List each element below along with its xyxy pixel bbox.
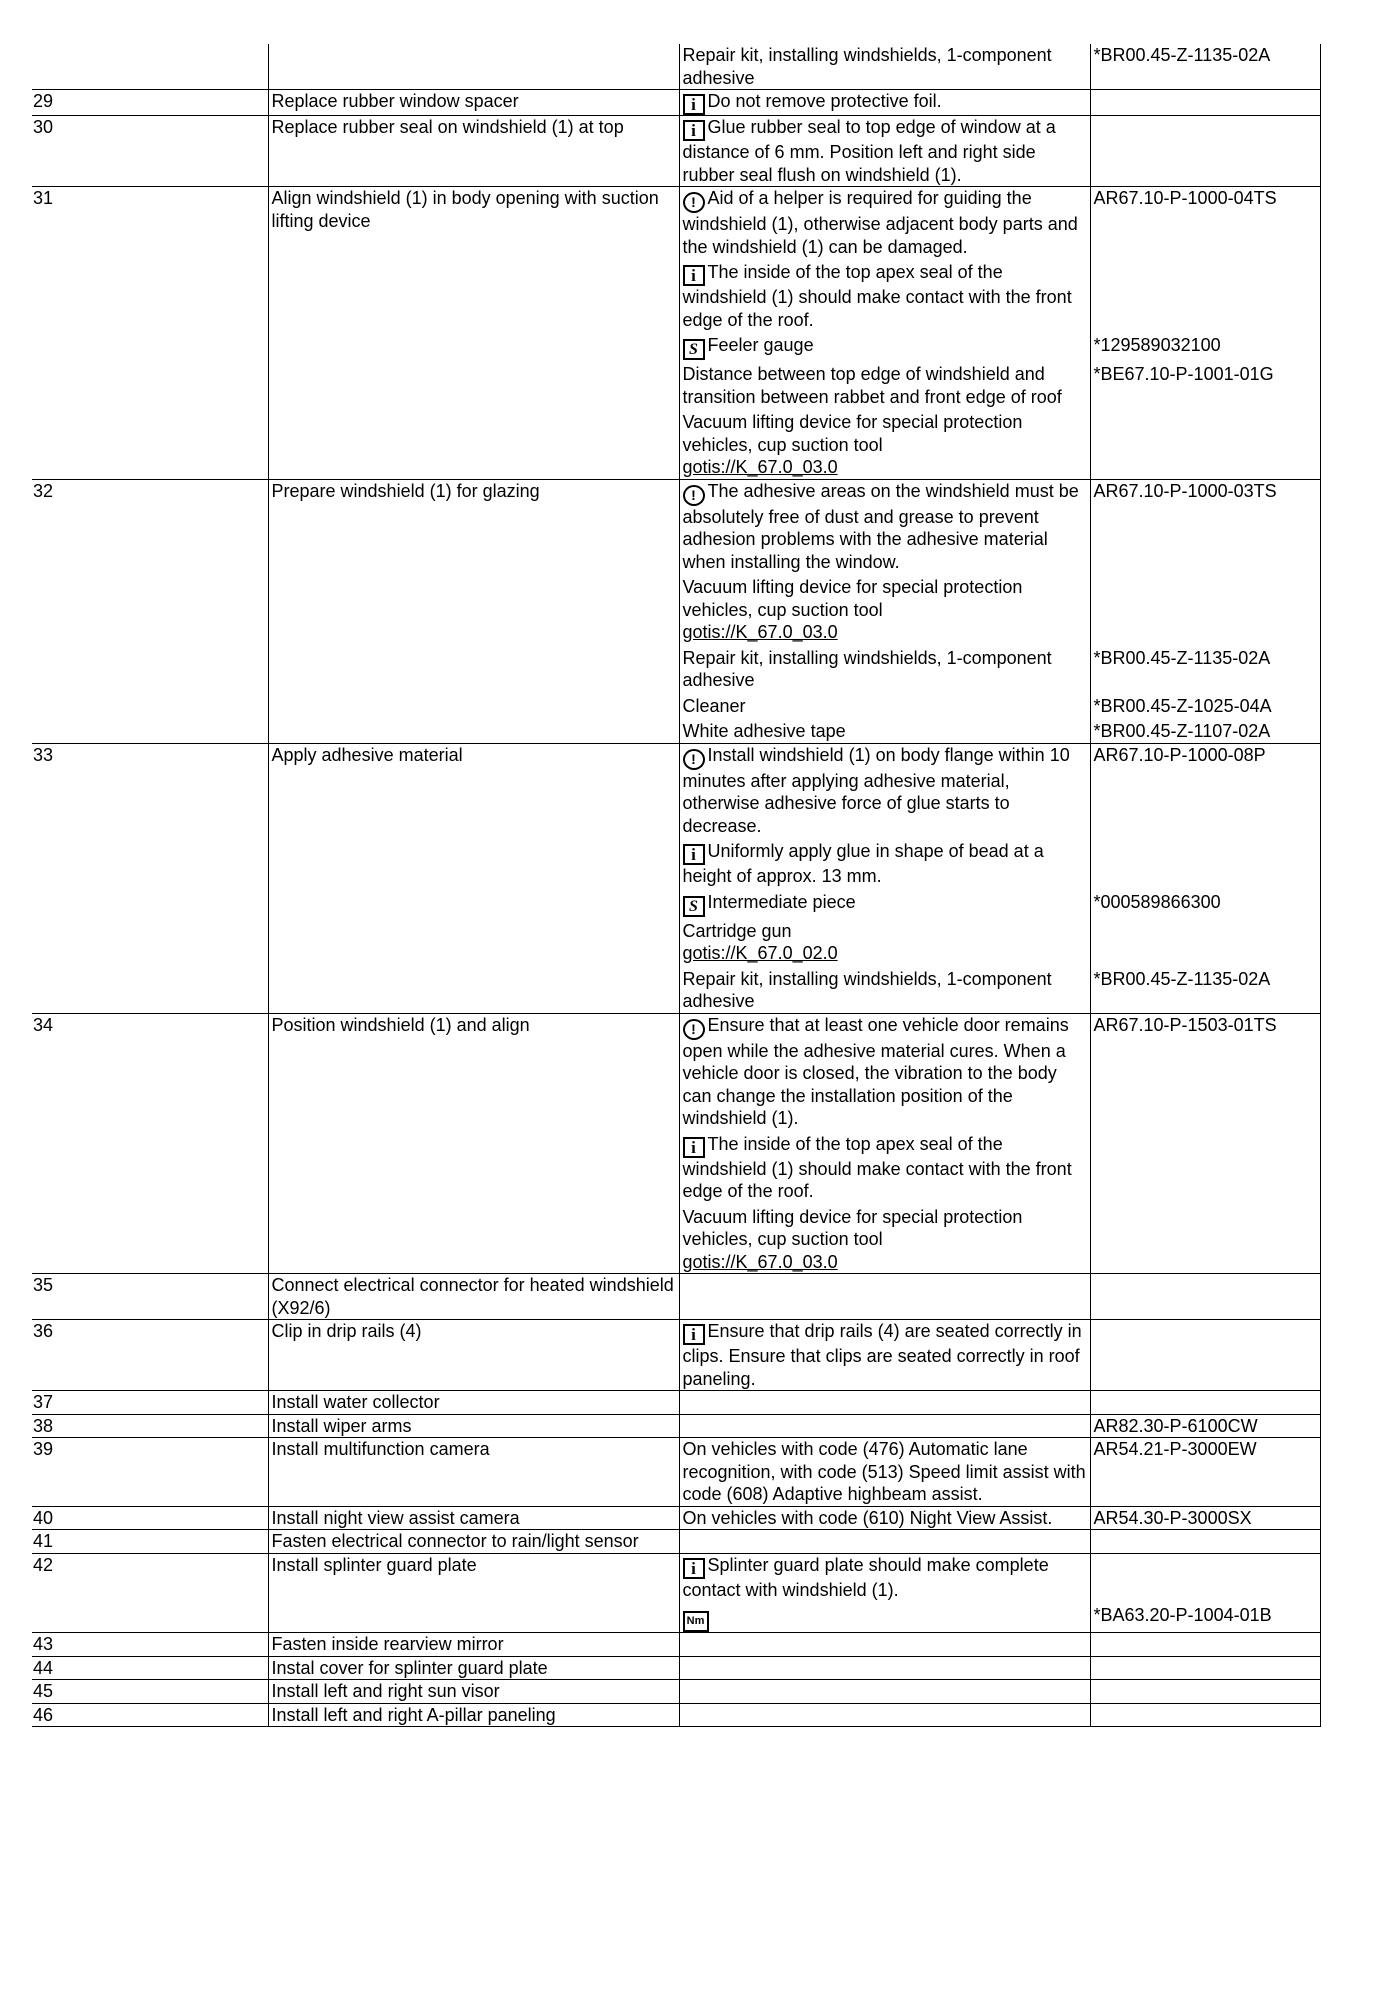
note-item [683,116,1087,186]
step-description: Position windshield (1) and align [268,1013,679,1274]
step-description: Align windshield (1) in body opening with suction lifting device [268,187,679,480]
info-icon: i [683,120,705,141]
note-item [683,891,1087,917]
note-item [683,90,1087,115]
note-item [683,1014,1087,1130]
special-tool-icon: S [683,896,705,917]
reference-code[interactable]: *BR00.45-Z-1135-02A [1093,45,1271,65]
note-text: Repair kit, installing windshields, 1-component adhesive [682,45,1052,88]
table-row [32,1438,1320,1507]
note-item [683,695,1087,718]
reference-code[interactable]: *BR00.45-Z-1025-04A [1093,695,1272,716]
note-text: The inside of the top apex seal of the windshield (1) should make contact with the front edge of the roof. [682,262,1072,330]
step-notes [679,1274,1090,1320]
note-item [683,968,1087,1013]
note-text: On vehicles with code (610) Night View Assist. [682,1507,1053,1528]
notice-icon: ! [683,749,705,770]
table-row [32,1656,1320,1680]
step-number: 36 [32,1320,268,1391]
note-item [683,411,1087,479]
step-references [1090,1656,1320,1680]
info-icon: i [683,1324,705,1345]
note-text: Intermediate piece [707,891,856,912]
reference-code[interactable]: AR54.30-P-3000SX [1093,1507,1252,1528]
step-references [1090,1391,1320,1415]
note-item [683,334,1087,360]
step-description: Prepare windshield (1) for glazing [268,479,679,743]
info-icon: i [683,265,705,286]
table-row [32,1274,1320,1320]
step-number: 32 [32,479,268,743]
table-row [32,44,1320,90]
note-text: Do not remove protective foil. [707,91,942,111]
step-references [1090,1274,1320,1320]
note-item [683,1415,1087,1438]
step-notes [679,1530,1090,1554]
table-row [32,479,1320,743]
note-text: Vacuum lifting device for special protection vehicles, cup suction tool [682,577,1023,620]
step-number: 35 [32,1274,268,1320]
note-item [683,840,1087,888]
table-row [32,187,1320,480]
reference-code[interactable]: *129589032100 [1093,335,1221,355]
step-description: Apply adhesive material [268,743,679,1013]
reference-code[interactable] [1094,920,1317,965]
note-item [683,1206,1087,1274]
note-text: Ensure that drip rails (4) are seated correctly in clips. Ensure that clips are seated correctly in roof paneling. [682,1321,1082,1389]
step-number: 31 [32,187,268,480]
step-notes [679,1633,1090,1657]
note-text: Install windshield (1) on body flange within 10 minutes after applying adhesive material, otherwise adhesive force of glue starts to decrease. [682,744,1070,836]
reference-code[interactable] [1094,1554,1317,1602]
step-description: Install left and right A-pillar paneling [268,1703,679,1727]
step-notes [679,1013,1090,1274]
note-text: On vehicles with code (476) Automatic lane recognition, with code (513) Speed limit assist with code (608) Adaptive highbeam assist. [682,1439,1086,1504]
note-text: Ensure that at least one vehicle door remains open while the adhesive material cures. When a vehicle door is closed, the vibration to the body can change the installation position of the windshield (1). [682,1014,1069,1128]
table-row [32,1633,1320,1657]
work-steps-sheet [32,44,1320,1727]
gotis-link[interactable]: gotis://K_67.0_02.0 [682,943,838,963]
info-icon: i [683,1137,705,1158]
step-references [1090,1703,1320,1727]
gotis-link[interactable]: gotis://K_67.0_03.0 [682,1251,838,1272]
note-item [683,1554,1087,1602]
step-number: 30 [32,116,268,187]
torque-nm-icon: Nm [683,1611,709,1632]
table-row [32,90,1320,116]
reference-code[interactable] [1094,90,1317,115]
notice-icon: ! [683,1019,705,1040]
step-references [1090,187,1320,480]
step-number: 38 [32,1414,268,1438]
reference-code[interactable]: *BR00.45-Z-1135-02A [1093,647,1271,668]
step-description: Install night view assist camera [268,1506,679,1530]
note-item [683,647,1087,692]
reference-code[interactable] [1094,576,1317,644]
table-row [32,743,1320,1013]
step-references [1090,1438,1320,1507]
note-text: Aid of a helper is required for guiding the windshield (1), otherwise adjacent body parts and the windshield (1) can be damaged. [682,188,1078,257]
reference-code[interactable]: *BR00.45-Z-1135-02A [1093,968,1271,989]
step-number: 39 [32,1438,268,1507]
note-text: Repair kit, installing windshields, 1-component adhesive [682,647,1052,690]
step-references [1090,1680,1320,1704]
info-icon: i [683,1558,705,1579]
step-description: Install wiper arms [268,1414,679,1438]
special-tool-icon: S [683,339,705,360]
reference-code[interactable] [1094,261,1317,331]
step-description: Fasten inside rearview mirror [268,1633,679,1657]
step-description: Install left and right sun visor [268,1680,679,1704]
reference-code[interactable]: *000589866300 [1093,891,1221,912]
step-description: Clip in drip rails (4) [268,1320,679,1391]
step-notes [679,1656,1090,1680]
step-notes [679,187,1090,480]
note-text: Distance between top edge of windshield and transition between rabbet and front edge of roof [682,364,1062,407]
table-row [32,1506,1320,1530]
step-number: 41 [32,1530,268,1554]
step-description [268,44,679,90]
note-text: Glue rubber seal to top edge of window at a distance of 6 mm. Position left and right side rubber seal flush on windshield (1). [682,117,1056,185]
table-row [32,1530,1320,1554]
step-number: 43 [32,1633,268,1657]
step-number: 33 [32,743,268,1013]
step-notes [679,1391,1090,1415]
step-description: Replace rubber seal on windshield (1) at top [268,116,679,187]
step-number [32,44,268,90]
reference-code[interactable] [1094,1206,1317,1274]
table-row [32,1013,1320,1274]
reference-code[interactable]: AR67.10-P-1000-03TS [1093,480,1277,501]
step-number: 29 [32,90,268,116]
reference-code[interactable]: *BE67.10-P-1001-01G [1093,364,1274,384]
note-item [683,261,1087,331]
note-item [683,1320,1087,1390]
note-text: Uniformly apply glue in shape of bead at a height of approx. 13 mm. [682,841,1044,886]
step-references [1090,116,1320,187]
step-description: Connect electrical connector for heated windshield (X92/6) [268,1274,679,1320]
step-notes [679,1438,1090,1507]
note-item [683,576,1087,644]
step-description: Install splinter guard plate [268,1553,679,1633]
note-text: Cleaner [682,695,746,716]
note-text: The adhesive areas on the windshield must be absolutely free of dust and grease to prevent adhesion problems with the adhesive material when installing the window. [682,480,1079,572]
step-notes [679,116,1090,187]
note-item [683,187,1087,258]
reference-code[interactable]: AR67.10-P-1503-01TS [1093,1014,1277,1035]
reference-code[interactable]: AR82.30-P-6100CW [1093,1415,1258,1436]
table-row [32,116,1320,187]
reference-code[interactable] [1094,1133,1317,1203]
info-icon: i [683,844,705,865]
step-references [1090,1633,1320,1657]
step-references [1090,1553,1320,1633]
step-number: 34 [32,1013,268,1274]
table-row [32,1391,1320,1415]
table-row [32,1414,1320,1438]
step-number: 45 [32,1680,268,1704]
step-references [1090,743,1320,1013]
step-description: Replace rubber window spacer [268,90,679,116]
step-number: 40 [32,1506,268,1530]
note-item [683,480,1087,574]
step-references [1090,1530,1320,1554]
notice-icon: ! [683,192,705,213]
note-text: White adhesive tape [682,721,846,741]
reference-code[interactable] [1094,1320,1317,1390]
table-row [32,1680,1320,1704]
reference-code[interactable] [1094,840,1317,888]
step-number: 46 [32,1703,268,1727]
step-notes [679,479,1090,743]
step-description: Install multifunction camera [268,1438,679,1507]
step-notes [679,1414,1090,1438]
step-description: Install water collector [268,1391,679,1415]
note-item [683,1133,1087,1203]
reference-code[interactable]: AR67.10-P-1000-08P [1093,744,1266,765]
step-references [1090,1320,1320,1391]
step-number: 42 [32,1553,268,1633]
step-references [1090,44,1320,90]
step-notes [679,1506,1090,1530]
step-references [1090,479,1320,743]
note-text: Feeler gauge [707,335,814,355]
note-item [683,363,1087,408]
step-notes [679,1553,1090,1633]
step-notes [679,90,1090,116]
step-notes [679,1703,1090,1727]
note-text: Repair kit, installing windshields, 1-component adhesive [682,968,1052,1011]
step-number: 37 [32,1391,268,1415]
note-item [683,1438,1087,1506]
note-item [683,920,1087,965]
info-icon: i [683,94,705,115]
reference-code[interactable] [1094,116,1317,186]
step-notes [679,1320,1090,1391]
step-references [1090,1013,1320,1274]
gotis-link[interactable]: gotis://K_67.0_03.0 [682,457,838,477]
step-notes [679,44,1090,90]
step-references [1090,1414,1320,1438]
reference-code[interactable]: *BR00.45-Z-1107-02A [1093,721,1271,741]
work-steps-table-body [32,44,1320,1727]
step-description: Instal cover for splinter guard plate [268,1656,679,1680]
step-references [1090,1506,1320,1530]
reference-code[interactable]: AR54.21-P-3000EW [1093,1439,1257,1459]
note-item [683,1507,1087,1530]
step-references [1090,90,1320,116]
table-row [32,1320,1320,1391]
step-notes [679,743,1090,1013]
note-item [683,1604,1087,1632]
note-item [683,44,1087,89]
table-row [32,1703,1320,1727]
note-text: Vacuum lifting device for special protection vehicles, cup suction tool [682,1206,1023,1249]
work-steps-table [32,44,1321,1727]
note-text: Cartridge gun [682,920,792,941]
note-text: Splinter guard plate should make complete contact with windshield (1). [682,1554,1049,1600]
reference-code[interactable]: *BA63.20-P-1004-01B [1093,1605,1272,1625]
reference-code[interactable] [1094,411,1317,479]
note-text: Vacuum lifting device for special protection vehicles, cup suction tool [682,412,1023,455]
note-item [683,720,1087,743]
step-number: 44 [32,1656,268,1680]
gotis-link[interactable]: gotis://K_67.0_03.0 [682,622,838,642]
table-row [32,1553,1320,1633]
note-item [683,744,1087,838]
step-notes [679,1680,1090,1704]
reference-code[interactable]: AR67.10-P-1000-04TS [1093,188,1277,208]
step-description: Fasten electrical connector to rain/light sensor [268,1530,679,1554]
note-text: The inside of the top apex seal of the windshield (1) should make contact with the front edge of the roof. [682,1133,1072,1201]
notice-icon: ! [683,485,705,506]
